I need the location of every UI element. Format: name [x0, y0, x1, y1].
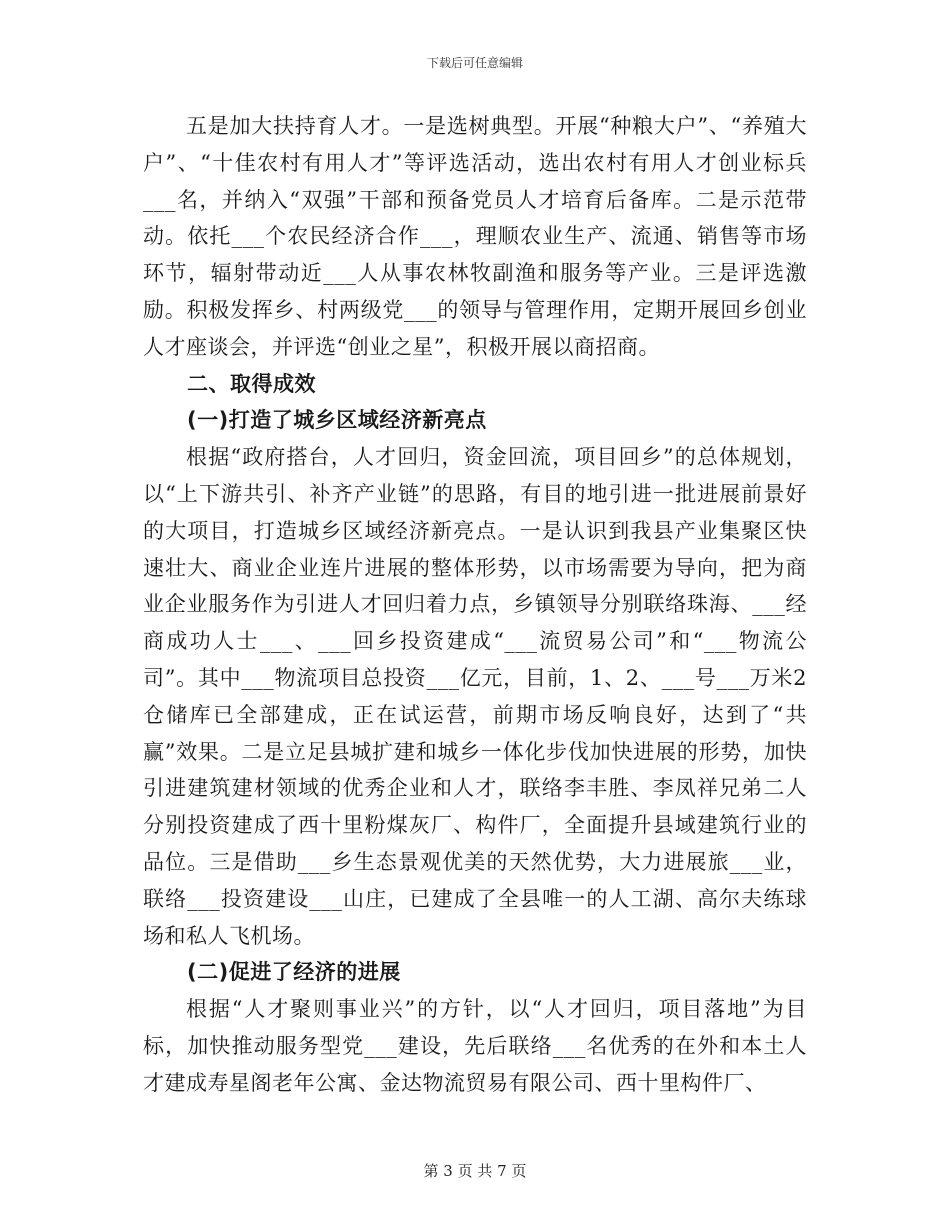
- subsection-heading-economy-highlights: (一)打造了城乡区域经济新亮点: [187, 408, 487, 433]
- paragraph-economy-highlights: 根据“政府搭台，人才回归，资金回流，项目回乡”的总体规划，以“上下游共引、补齐产业链”的思路，有目的地引进一批进展前景好的大项目，打造城乡区域经济新亮点。一是认识到我县产业集聚区快速壮大、商业企业连片进展的整体形势，以市场需要为导向，把为商业企业服务作为引进人才回归着力点，乡镇领导分别联络珠海、___经商成功人士___、___回乡投资建成“___流贸易公司”和“___物流公司”。其中___物流项目总投资___亿元，目前，1、2、___号___万米2仓储库已全部建成，正在试运营，前期市场反响良好，达到了“共赢”效果。二是立足县城扩建和城乡一体化步伐加快进展的形势，加快引进建筑建材领域的优秀企业和人才，联络李丰胜、李凤祥兄弟二人分别投资建成了西十里粉煤灰厂、构件厂，全面提升县域建筑行业的品位。三是借助___乡生态景观优美的天然优势，大力进展旅___业，联络___投资建设___山庄，已建成了全县唯一的人工湖、高尔夫练球场和私人飞机场。: [143, 445, 807, 948]
- paragraph-talent-support: 五是加大扶持育人才。一是选树典型。开展“种粮大户”、“养殖大户”、“十佳农村有用人才”等评选活动，选出农村有用人才创业标兵___名，并纳入“双强”干部和预备党员人才培育后备库。二是示范带动。依托___个农民经济合作___，理顺农业生产、流通、销售等市场环节，辐射带动近___人从事农林牧副渔和服务等产业。三是评选激励。积极发挥乡、村两级党___的领导与管理作用，定期开展回乡创业人才座谈会，并评选“创业之星”，积极开展以商招商。: [143, 114, 807, 359]
- page-footer: 第 3 页 共 7 页: [423, 1162, 527, 1180]
- section-heading-results: 二、取得成效: [187, 371, 316, 396]
- paragraph-economic-progress: 根据“人才聚则事业兴”的方针，以“人才回归，项目落地”为目标，加快推动服务型党___建设，先后联络___名优秀的在外和本土人才建成寿星阁老年公寓、金达物流贸易有限公司、西十里构件厂、: [143, 997, 807, 1095]
- document-body: [143, 108, 807, 1102]
- subsection-heading-economic-progress: (二)促进了经济的进展: [187, 960, 401, 985]
- page-header: 下载后可任意编辑: [426, 56, 523, 70]
